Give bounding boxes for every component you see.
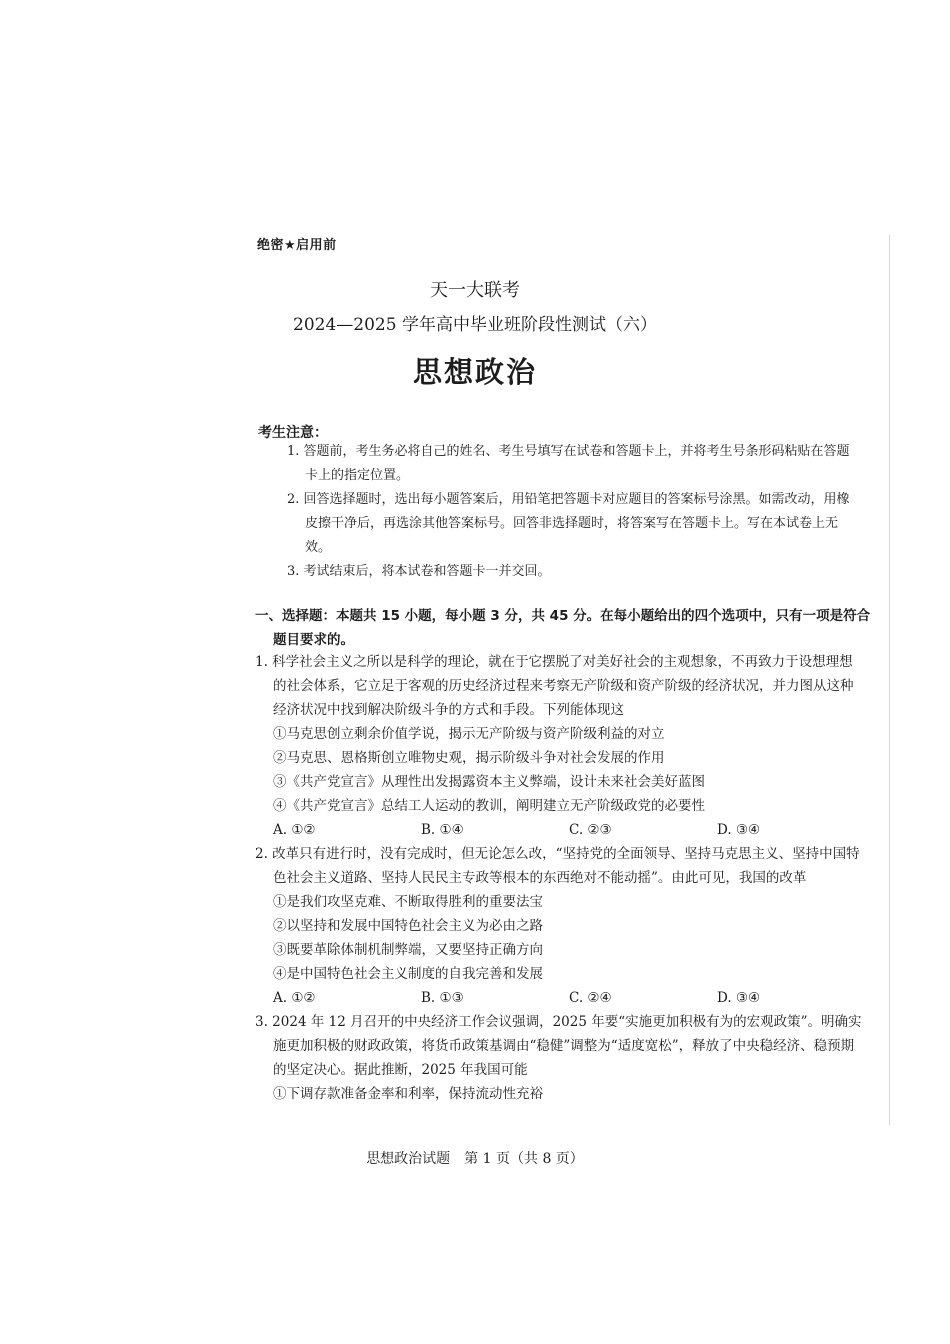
confidential-mark: 绝密★启用前 — [257, 238, 337, 253]
question-stem: 2. 改革只有进行时，没有完成时，但无论怎么改，“坚持党的全面领导、坚持马克思主义、坚持中国特色社会主义道路、坚持人民民主专政等根本的东西绝对不能动摇”。由此可见，我国的改革 — [255, 846, 860, 886]
exam-organizer-title: 天一大联考 — [430, 280, 520, 301]
answer-choice-a: A. ①② — [273, 822, 316, 838]
question-option: ①马克思创立剩余价值学说，揭示无产阶级与资产阶级利益的对立 — [273, 726, 665, 742]
question-option: ③既要革除体制机制弊端，又要坚持正确方向 — [273, 942, 543, 958]
notice-list — [287, 440, 862, 584]
answer-choice-c: C. ②③ — [569, 822, 612, 838]
question-3 — [255, 1010, 865, 1106]
question-option: ②以坚持和发展中国特色社会主义为必由之路 — [273, 918, 543, 934]
answer-choice-c: C. ②④ — [569, 990, 612, 1006]
answer-choices — [273, 818, 865, 842]
answer-choice-d: D. ③④ — [717, 822, 761, 838]
question-stem: 3. 2024 年 12 月召开的中央经济工作会议强调，2025 年要“实施更加积极有为的宏观政策”。明确实施更加积极的财政政策，将货币政策基调由“稳健”调整为“适度宽松”，释放了中央稳经济、稳预期的坚定决心。据此推断，2025 年我国可能 — [255, 1014, 862, 1078]
question-option: ④是中国特色社会主义制度的自我完善和发展 — [273, 966, 543, 982]
answer-choice-b: B. ①③ — [421, 990, 464, 1006]
question-option: ①是我们攻坚克难、不断取得胜利的重要法宝 — [273, 894, 543, 910]
answer-choice-a: A. ①② — [273, 990, 316, 1006]
section-heading: 一、选择题：本题共 15 小题，每小题 3 分，共 45 分。在每小题给出的四个选项中，只有一项是符合题目要求的。 — [255, 608, 871, 648]
question-option: ①下调存款准备金率和利率，保持流动性充裕 — [273, 1086, 543, 1102]
notice-item: 2. 回答选择题时，选出每小题答案后，用铅笔把答题卡对应题目的答案标号涂黑。如需改动，用橡皮擦干净后，再选涂其他答案标号。回答非选择题时，将答案写在答题卡上。写在本试卷上无效。 — [287, 492, 850, 555]
notice-item: 3. 考试结束后，将本试卷和答题卡一并交回。 — [287, 564, 551, 579]
page-footer: 思想政治试题 第 1 页（共 8 页） — [366, 1151, 584, 1167]
answer-choice-b: B. ①④ — [421, 822, 464, 838]
question-2 — [255, 842, 865, 1010]
question-option: ③《共产党宣言》从理性出发揭露资本主义弊端，设计未来社会美好蓝图 — [273, 774, 705, 790]
question-stem: 1. 科学社会主义之所以是科学的理论，就在于它摆脱了对美好社会的主观想象，不再致力于设想理想的社会体系，它立足于客观的历史经济过程来考察无产阶级和资产阶级的经济状况，并力图从这种经济状况中找到解决阶级斗争的方式和手段。下列能体现这 — [255, 654, 854, 718]
question-option: ②马克思、恩格斯创立唯物史观，揭示阶级斗争对社会发展的作用 — [273, 750, 665, 766]
answer-choice-d: D. ③④ — [717, 990, 761, 1006]
question-1 — [255, 650, 865, 842]
exam-name-title: 2024—2025 学年高中毕业班阶段性测试（六） — [293, 315, 657, 335]
question-list — [255, 650, 865, 1106]
notice-heading: 考生注意： — [258, 425, 328, 441]
question-option: ④《共产党宣言》总结工人运动的教训，阐明建立无产阶级政党的必要性 — [273, 798, 705, 814]
subject-title: 思想政治 — [412, 355, 537, 389]
notice-item: 1. 答题前，考生务必将自己的姓名、考生号填写在试卷和答题卡上，并将考生号条形码粘贴在答题卡上的指定位置。 — [287, 444, 850, 483]
answer-choices — [273, 986, 865, 1010]
